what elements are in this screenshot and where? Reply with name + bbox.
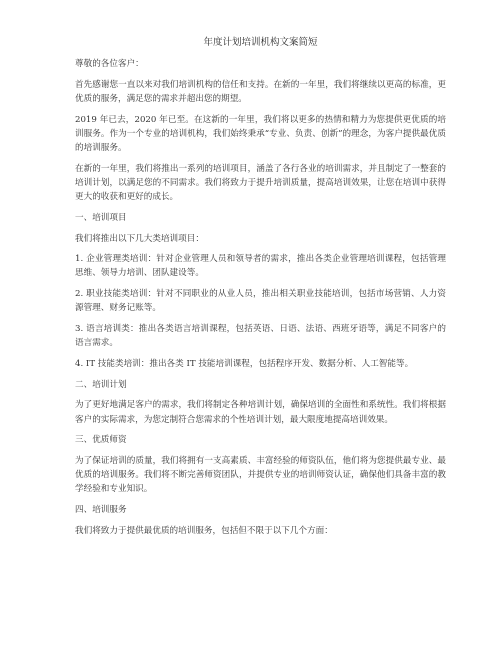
service-body: 我们将致力于提供最优质的培训服务，包括但不限于以下几个方面： bbox=[75, 525, 333, 536]
teachers-body: 为了保证培训的质量，我们将拥有一支高素质、丰富经验的师资队伍，他们将为您提供最专业、最优质的培训服务。我们将不断完善师资团队，并提供专业的培训师资认证，确保他们具备丰富的教学经验和专业知识。 bbox=[75, 455, 446, 495]
section-heading-service: 四、培训服务 bbox=[75, 505, 127, 516]
project-item-1: 1. 企业管理类培训：针对企业管理人员和领导者的需求，推出各类企业管理培训课程，包括管理思维、领导力培训、团队建设等。 bbox=[75, 254, 446, 279]
intro-paragraph-1: 首先感谢您一直以来对我们培训机构的信任和支持。在新的一年里，我们将继续以更高的标准，更优质的服务，满足您的需求并超出您的期望。 bbox=[75, 79, 446, 104]
salutation: 尊敬的各位客户： bbox=[75, 59, 144, 69]
project-item-3: 3. 语言培训类：推出各类语言培训课程，包括英语、日语、法语、西班牙语等，满足不同客户的语言需求。 bbox=[75, 324, 446, 349]
intro-paragraph-2: 2019 年已去，2020 年已至。在这新的一年里，我们将以更多的热情和精力为您提供更优质的培训服务。作为一个专业的培训机构，我们始终秉承“专业、负责、创新”的理念，为客户提供最优质的培训服务。 bbox=[75, 114, 446, 154]
section-heading-plan: 二、培训计划 bbox=[75, 379, 127, 390]
intro-paragraph-3: 在新的一年里，我们将推出一系列的培训项目，涵盖了各行各业的培训需求，并且制定了一整套的培训计划，以满足您的不同需求。我们将致力于提升培训质量，提高培训效果，让您在培训中获得更大的收获和更好的成长。 bbox=[75, 163, 446, 203]
projects-intro: 我们将推出以下几大类培训项目： bbox=[75, 233, 204, 244]
section-heading-teachers: 三、优质师资 bbox=[75, 435, 127, 446]
project-item-4: 4. IT 技能类培训：推出各类 IT 技能培训课程，包括程序开发、数据分析、人工智能等。 bbox=[75, 358, 414, 369]
plan-body: 为了更好地满足客户的需求，我们将制定各种培训计划，确保培训的全面性和系统性。我们将根据客户的实际需求，为您定制符合您需求的个性培训计划，最大限度地提高培训效果。 bbox=[75, 400, 446, 425]
project-item-2: 2. 职业技能类培训：针对不同职业的从业人员，推出相关职业技能培训，包括市场营销、人力资源管理、财务记账等。 bbox=[75, 289, 446, 314]
document-title: 年度计划培训机构文案简短 bbox=[203, 37, 318, 48]
section-heading-projects: 一、培训项目 bbox=[75, 212, 127, 223]
